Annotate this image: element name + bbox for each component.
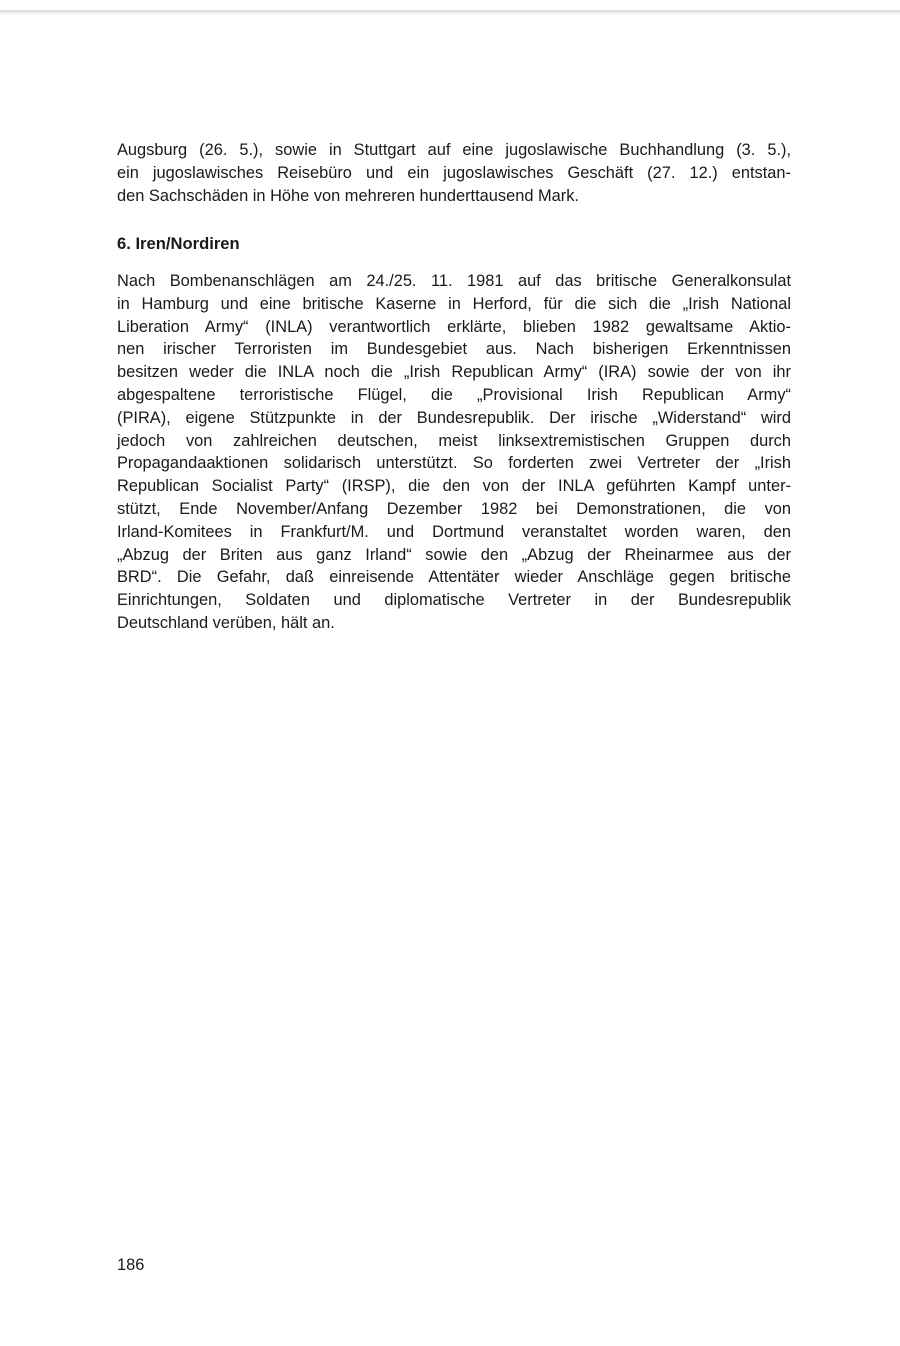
paragraph-line: „Abzug der Briten aus ganz Irland“ sowie den „Abzug der Rheinarmee aus der xyxy=(117,545,791,564)
paragraph-line: BRD“. Die Gefahr, daß einreisende Attentäter wieder Anschläge gegen britische xyxy=(117,568,791,587)
paragraph-line: (PIRA), eigene Stützpunkte in der Bundesrepublik. Der irische „Widerstand“ wird xyxy=(117,408,791,427)
paragraph-line: ein jugoslawisches Reisebüro und ein jugoslawisches Geschäft (27. 12.) entstan- xyxy=(117,163,791,182)
page-number: 186 xyxy=(117,1256,145,1274)
paragraph-line: in Hamburg und eine britische Kaserne in Herford, für die sich die „Irish National xyxy=(117,294,791,313)
paragraph-line: nen irischer Terroristen im Bundesgebiet aus. Nach bisherigen Erkenntnissen xyxy=(117,340,791,359)
paragraph-line: Propagandaaktionen solidarisch unterstützt. So forderten zwei Vertreter der „Irish xyxy=(117,454,791,473)
scan-top-edge xyxy=(0,10,900,15)
paragraph-line: Einrichtungen, Soldaten und diplomatische Vertreter in der Bundesrepublik xyxy=(117,591,791,610)
paragraph-line: besitzen weder die INLA noch die „Irish Republican Army“ (IRA) sowie der von ihr xyxy=(117,363,791,382)
paragraph-line: abgespaltene terroristische Flügel, die „Provisional Irish Republican Army“ xyxy=(117,385,791,404)
paragraph-line: Deutschland verüben, hält an. xyxy=(117,613,335,632)
paragraph-line: Nach Bombenanschlägen am 24./25. 11. 1981 auf das britische Generalkonsulat xyxy=(117,272,791,290)
paragraph-line: Irland-Komitees in Frankfurt/M. und Dortmund veranstaltet worden waren, den xyxy=(117,522,791,541)
paragraph-line: Republican Socialist Party“ (IRSP), die den von der INLA geführten Kampf unter- xyxy=(117,477,791,496)
page-body xyxy=(117,139,791,632)
paragraph-line: stützt, Ende November/Anfang Dezember 1982 bei Demonstrationen, die von xyxy=(117,499,791,518)
paragraph-line: Augsburg (26. 5.), sowie in Stuttgart auf eine jugoslawische Buchhandlung (3. 5.), xyxy=(117,141,791,159)
section-heading: 6. Iren/Nordiren xyxy=(117,234,240,253)
paragraph-line: Liberation Army“ (INLA) verantwortlich erklärte, blieben 1982 gewaltsame Aktio- xyxy=(117,317,791,336)
paragraph-line: den Sachschäden in Höhe von mehreren hunderttausend Mark. xyxy=(117,186,579,205)
paragraph-continued xyxy=(117,139,791,207)
paragraph-iren-nordiren xyxy=(117,270,791,635)
paragraph-line: jedoch von zahlreichen deutschen, meist linksextremistischen Gruppen durch xyxy=(117,431,791,450)
